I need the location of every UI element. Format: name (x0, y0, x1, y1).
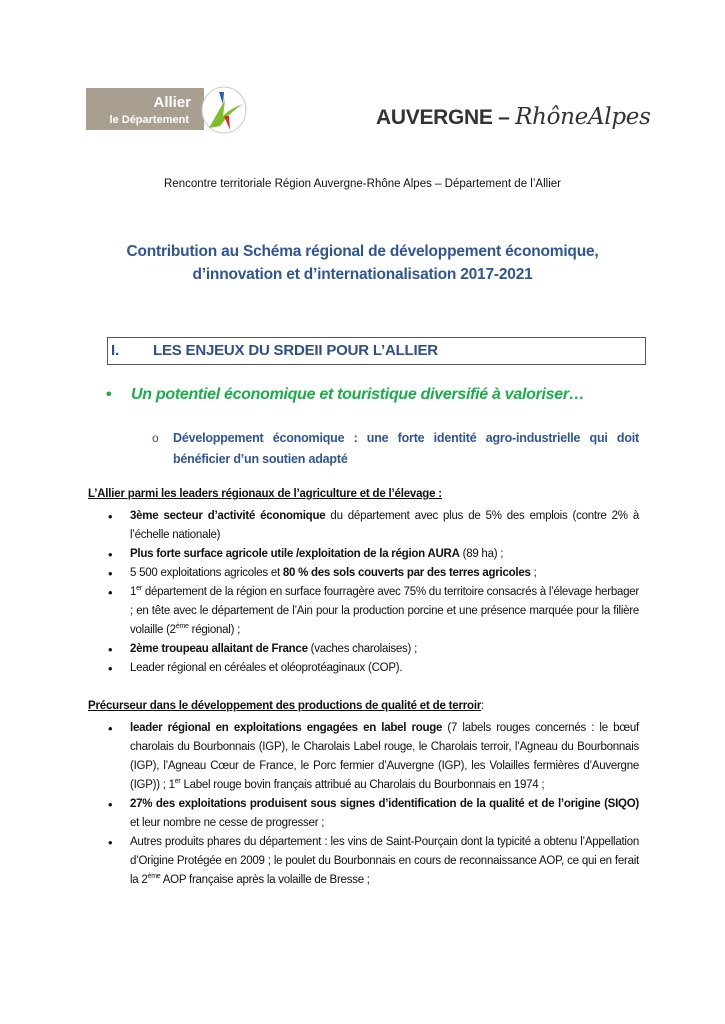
list-item (106, 833, 639, 890)
section-heading (107, 337, 646, 365)
heading-text: Précurseur dans le développement des productions de qualité et de terroir (88, 700, 482, 712)
bold-text: leader régional en exploitations engagées en label rouge (130, 722, 443, 734)
list-item (106, 507, 639, 545)
bold-text: Plus forte surface agricole utile /exploitation de la région AURA (130, 548, 460, 560)
text: (89 ha) ; (459, 548, 504, 560)
circle-bullet-icon: o (152, 431, 159, 445)
text: Autres produits phares du département : les vins de Saint-Pourçain dont la typicité a obtenu l’Appellation d’Origine Protégée en 2009 ; le poulet du Bourbonnais en cours de reconnaissance AOP, ce qui en ferait la 2 (130, 836, 639, 886)
text: 5 500 exploitations agricoles et (130, 567, 283, 579)
logo-text-auvergne: AUVERGNE – (376, 106, 516, 129)
superscript: ème (175, 623, 189, 630)
text: département de la région en surface fourragère avec 75% du territoire consacrés à l’élevage herbager ; en tête avec le département de l’Ain pour la production porcine et une présence marquée pour la filière volaille (2 (130, 586, 639, 636)
list-item (106, 583, 639, 640)
text: et leur nombre ne cesse de progresser ; (130, 817, 325, 829)
superscript: er (174, 778, 181, 785)
bold-text: 2ème troupeau allaitant de France (130, 643, 308, 655)
text: (7 labels rouges concernés : le bœuf charolais du Bourbonnais (IGP), le Charolais Label rouge, le Charolais terroir, l’Agneau du Bourbonnais (IGP), l’Agneau Cœur de France, le Porc fermier d’Auvergne (IGP), les Volailles fermières d’Auvergne (IGP)) ; 1 (130, 722, 639, 791)
logo-text-departement: le Département (109, 114, 189, 126)
block-heading-quality (88, 700, 484, 712)
theme-text: Un potentiel économique et touristique diversifié à valoriser… (131, 386, 585, 403)
heading-text: L’Allier parmi les leaders régionaux de l’agriculture et de l’élevage : (88, 488, 442, 500)
quality-list (106, 719, 639, 890)
logo-text-rhonealpes: RhôneAlpes (515, 104, 651, 130)
heading-suffix: : (481, 700, 485, 712)
bold-text: 27% des exploitations produisent sous signes d’identification de la qualité et de l’origine (SIQO) (130, 798, 639, 810)
list-item (106, 719, 639, 795)
bold-text: 80 % des sols couverts par des terres agricoles (282, 567, 531, 579)
list-item (106, 640, 639, 659)
text: du département avec plus de 5% des emplois (contre 2% à l’échelle nationale) (130, 510, 639, 541)
list-item (106, 564, 639, 583)
bullet-icon: • (106, 386, 112, 403)
leaders-list (106, 507, 639, 678)
section-number: I. (111, 342, 119, 359)
logo-text-allier: Allier (153, 94, 191, 111)
text: Label rouge bovin français attribué au Charolais du Bourbonnais en 1974 ; (180, 779, 545, 791)
theme-bullet (106, 386, 585, 404)
meeting-subtitle: Rencontre territoriale Région Auvergne-Rhône Alpes – Département de l’Allier (164, 178, 561, 190)
allier-departement-logo (86, 86, 248, 134)
list-item (106, 795, 639, 833)
text: Leader régional en céréales et oléoprotéaginaux (COP). (130, 662, 403, 674)
title-line-2: d’innovation et d’internationalisation 2017-2021 (192, 266, 533, 283)
list-item (106, 545, 639, 564)
text: AOP française après la volaille de Bresse ; (160, 874, 370, 886)
text: (vaches charolaises) ; (307, 643, 418, 655)
section-label: LES ENJEUX DU SRDEII POUR L’ALLIER (153, 342, 438, 359)
bold-text: 3ème secteur d’activité économique (130, 510, 326, 522)
text: 1 (130, 586, 137, 598)
list-item (106, 659, 639, 678)
subtheme-bullet (152, 428, 639, 470)
text: régional) ; (188, 624, 241, 636)
superscript: er (136, 585, 142, 592)
auvergne-rhone-alpes-logo (376, 104, 651, 130)
text: ; (530, 567, 537, 579)
subtheme-text: Développement économique : une forte identité agro-industrielle qui doit bénéficier d’un soutien adapté (173, 431, 639, 466)
superscript: ème (147, 873, 161, 880)
title-line-1: Contribution au Schéma régional de développement économique, (126, 243, 599, 260)
block-heading-leaders (88, 488, 442, 500)
document-title (90, 240, 635, 286)
